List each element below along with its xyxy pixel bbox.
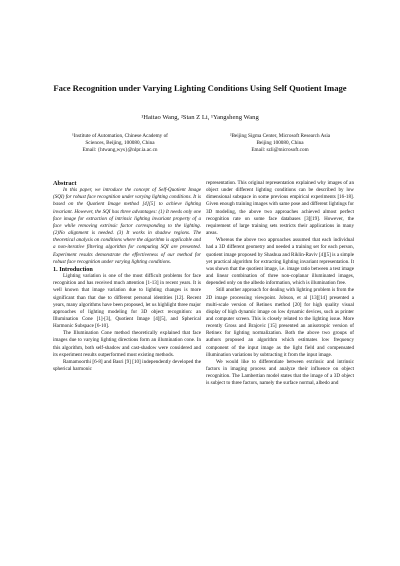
- introduction-heading: 1. Introduction: [53, 265, 93, 273]
- abstract-heading: Abstract: [53, 180, 77, 187]
- affiliation-right: [200, 133, 360, 154]
- intro-paragraph-1: Lighting variation is one of the most difficult problems for face recognition and has received much attention [1-13] in recent years. It is well known that image variation due to lighting changes is more significant than that due to different personal identities [12]. Recent years, many algorithms have been proposed, let us highlight three major approaches of lighting modeling for 3D object recognition: an Illumination Cone [1]-[3], Quotient Image [4][5], and Spherical Harmonic Subspace [6-10].: [53, 273, 201, 330]
- abstract-text: In this paper, we introduce the concept of Self-Quotient Image (SQI) for robust face recognition under varying lighting conditions. It is based on the Quotient Image method [4][5] to achieve lighting invariant. However, the SQI has three advantages: (1) It needs only one face image for extraction of intrinsic lighting invariant property of a face while removing extrinsic factor corresponding to the lighting. (2)No alignment is needed. (3) It works in shadow regions. The theoretical analysis on conditions where the algorithm is applicable and a non-iterative filtering algorithm for computing SQI are presented. Experiment results demonstrate the effectiveness of our method for robust face recognition under varying lighting conditions.: [53, 187, 201, 265]
- affiliation-left-line1: ¹Institute of Automation, Chinese Academy of: [72, 133, 168, 139]
- affiliation-left-line2: Sciences, Beijing, 100080, China: [85, 140, 155, 146]
- right-paragraph-1: representation. This original representation explained why images of an object under different lighting conditions can be described by low dimensional subspace in some previous empirical experiments [16-18]. Given enough training images with same pose and different lightings for 3D modeling, the above two approaches achieved almost perfect recognition rate on some face databases [3][19]. However, the requirement of large training sets restricts their applications in many areas.: [206, 180, 354, 237]
- paper-title: Face Recognition under Varying Lighting Conditions Using Self Quotient Image: [53, 83, 347, 93]
- right-column: [206, 180, 354, 388]
- affiliation-left-email: Email: {htwang,wys}@nlpr.ia.ac.cn: [82, 147, 158, 153]
- left-column: [53, 180, 201, 373]
- affiliation-right-line2: Beijing 100080, China: [256, 140, 304, 146]
- affiliation-left: [40, 133, 200, 154]
- right-paragraph-4: We would like to differentiate between extrinsic and intrinsic factors in imaging process and analyze their influence on object recognition. The Lambertian model states that the image of a 3D object is subject to three factors, namely the surface normal, albedo and: [206, 358, 354, 387]
- right-paragraph-2: Whereas the above two approaches assumed that each individual had a 3D different geometry and needed a training set for each person, quotient image proposed by Shashua and Riklin-Raviv [4][5] is a simple yet practical algorithm for extracting lighting invariant representation. It was shown that the quotient image, i.e. image ratio between a test image and linear combination of three non-coplanar illuminated images, depended only on the albedo information, which is illumination free.: [206, 237, 354, 287]
- intro-paragraph-2: The Illumination Cone method theoretically explained that face images due to varying lighting directions form an illumination cone. In this algorithm, both self-shadow and cast-shadow were considered and its experiment results outperformed most existing methods.: [53, 330, 201, 358]
- author-list: ¹Haitao Wang, ²Stan Z Li, ¹Yangsheng Wang: [141, 114, 259, 121]
- affiliation-right-line1: ²Beijing Sigma Center, Microsoft Research Asia: [229, 133, 331, 139]
- intro-paragraph-3: Ramamoorthi [6-8] and Basri [9] [10] independently developed the spherical harmonic: [53, 358, 201, 373]
- right-paragraph-3: Still another approach for dealing with lighting problem is from the 2D image processing viewpoint. Jobson, et al [13][14] presented a multi-scale version of Retinex method [20] for high quality visual display of high dynamic image on low dynamic devices, such as printer and computer screen. This is closely related to the lighting issue. More recently Gross and Brajovic [15] presented an anisotropic version of Retinex for lighting normalization. Both the above two groups of authors proposed an algorithm which estimates low frequency component of the input image as the light field and compensated illumination variations by subtracting it from the input image.: [206, 287, 354, 358]
- affiliation-right-email: Email: szli@microsoft.com: [251, 147, 309, 153]
